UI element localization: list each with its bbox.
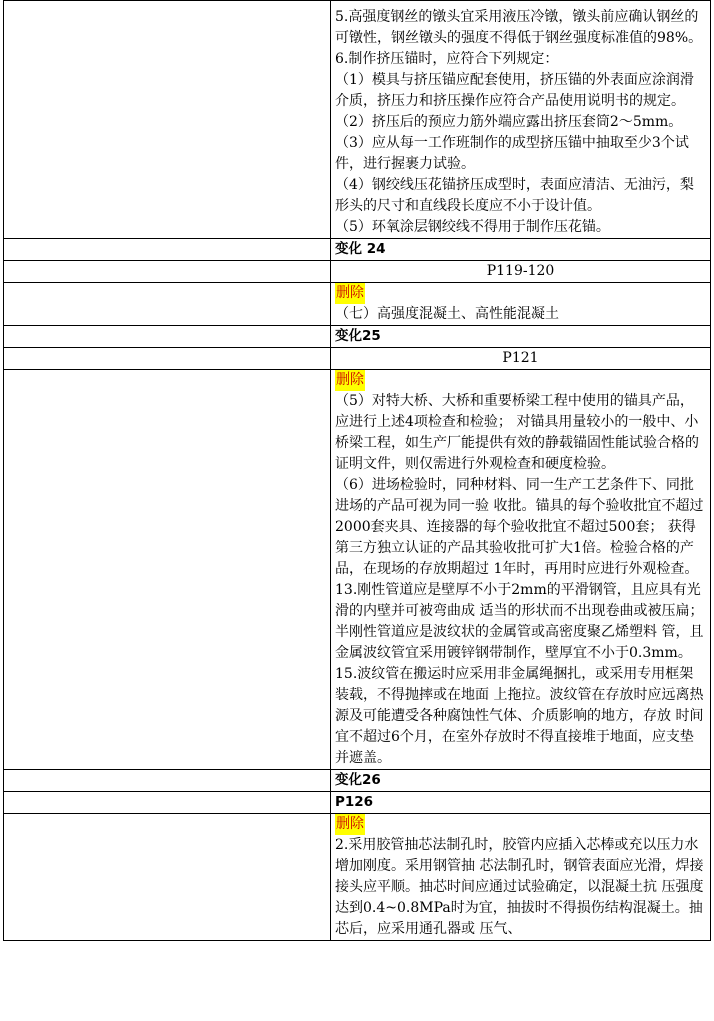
left-cell — [4, 792, 331, 814]
paragraph: （5）环氧涂层钢绞线不得用于制作压花锚。 — [335, 219, 610, 235]
left-cell — [4, 283, 331, 326]
change-header-row — [4, 326, 711, 348]
change-label: 变化 24 — [331, 239, 711, 261]
paragraph: 2.采用胶管抽芯法制孔时，胶管内应插入芯棒或充以压力水增加刚度。采用钢管抽 芯法制孔时，钢管表面应光滑，焊接接头应平顺。抽芯时间应通过试验确定，以混凝土抗 压强度达到0.4~0.8MPa时为宜，抽拔时不得损伤结构混凝土。抽芯后，应采用通孔器或 压气、 — [335, 837, 704, 937]
page-ref-row — [4, 348, 711, 370]
paragraph: （3）应从每一工作班制作的成型挤压锚中抽取至少3个试件，进行握裹力试验。 — [335, 135, 689, 172]
comparison-table — [3, 0, 711, 941]
paragraph: 5.高强度钢丝的镦头宜采用液压冷镦，镦头前应确认钢丝的可镦性，钢丝镦头的强度不得低于钢丝强度标准值的98%。 — [335, 9, 703, 46]
left-cell — [4, 348, 331, 370]
left-cell — [4, 239, 331, 261]
paragraph: 6.制作挤压锚时，应符合下列规定： — [335, 51, 559, 67]
page-ref: P126 — [331, 792, 711, 814]
left-cell — [4, 261, 331, 283]
table-row — [4, 1, 711, 239]
right-cell — [331, 283, 711, 326]
page-ref: P121 — [331, 348, 711, 370]
left-cell — [4, 326, 331, 348]
left-cell — [4, 814, 331, 941]
table-row — [4, 370, 711, 770]
paragraph: （5）对特大桥、大桥和重要桥梁工程中使用的锚具产品，应进行上述4项检查和检验； 对锚具用量较小的一般中、小桥梁工程，如生产厂能提供有效的静载锚固性能试验合格的 证明文件，则仅需进行外观检查和硬度检验。 — [335, 393, 699, 472]
delete-badge: 删除 — [335, 814, 365, 835]
right-cell — [331, 1, 711, 239]
page-ref: P119-120 — [331, 261, 711, 283]
table-row — [4, 283, 711, 326]
paragraph: （七）高强度混凝土、高性能混凝土 — [335, 306, 559, 322]
paragraph: （6）进场检验时，同种材料、同一生产工艺条件下、同批进场的产品可视为同一验 收批。锚具的每个验收批宜不超过2000套夹具、连接器的每个验收批宜不超过500套； 获得第三方独立认证的产品其验收批可扩大1倍。检验合格的产品，在现场的存放期超过 1年时，再用时应进行外观检查。 — [335, 477, 704, 577]
paragraph: （4）钢绞线压花锚挤压成型时，表面应清洁、无油污，梨形头的尺寸和直线段长度应不小于设计值。 — [335, 177, 694, 214]
change-header-row — [4, 239, 711, 261]
table-row — [4, 814, 711, 941]
delete-badge: 删除 — [335, 370, 365, 391]
change-header-row — [4, 770, 711, 792]
right-cell — [331, 814, 711, 941]
paragraph: 15.波纹管在搬运时应采用非金属绳捆扎，或采用专用框架装载，不得抛摔或在地面 上拖拉。波纹管在存放时应远离热源及可能遭受各种腐蚀性气体、介质影响的地方，存放 时间宜不超过6个月，在室外存放时不得直接堆于地面，应支垫并遮盖。 — [335, 666, 704, 766]
change-label: 变化26 — [331, 770, 711, 792]
paragraph: （2）挤压后的预应力筋外端应露出挤压套筒2～5mm。 — [335, 114, 683, 130]
left-cell — [4, 770, 331, 792]
page-ref-row — [4, 792, 711, 814]
delete-badge: 删除 — [335, 283, 365, 304]
change-label: 变化25 — [331, 326, 711, 348]
left-cell — [4, 370, 331, 770]
left-cell — [4, 1, 331, 239]
page-ref-row — [4, 261, 711, 283]
right-cell — [331, 370, 711, 770]
paragraph: 13.刚性管道应是壁厚不小于2mm的平滑钢管，且应具有光滑的内壁并可被弯曲成 适当的形状而不出现卷曲或被压扁；半刚性管道应是波纹状的金属管或高密度聚乙烯塑料 管，且金属波纹管宜采用镀锌钢带制作，壁厚宜不小于0.3mm。 — [335, 582, 704, 661]
paragraph: （1）模具与挤压锚应配套使用，挤压锚的外表面应涂润滑介质，挤压力和挤压操作应符合产品使用说明书的规定。 — [335, 72, 694, 109]
